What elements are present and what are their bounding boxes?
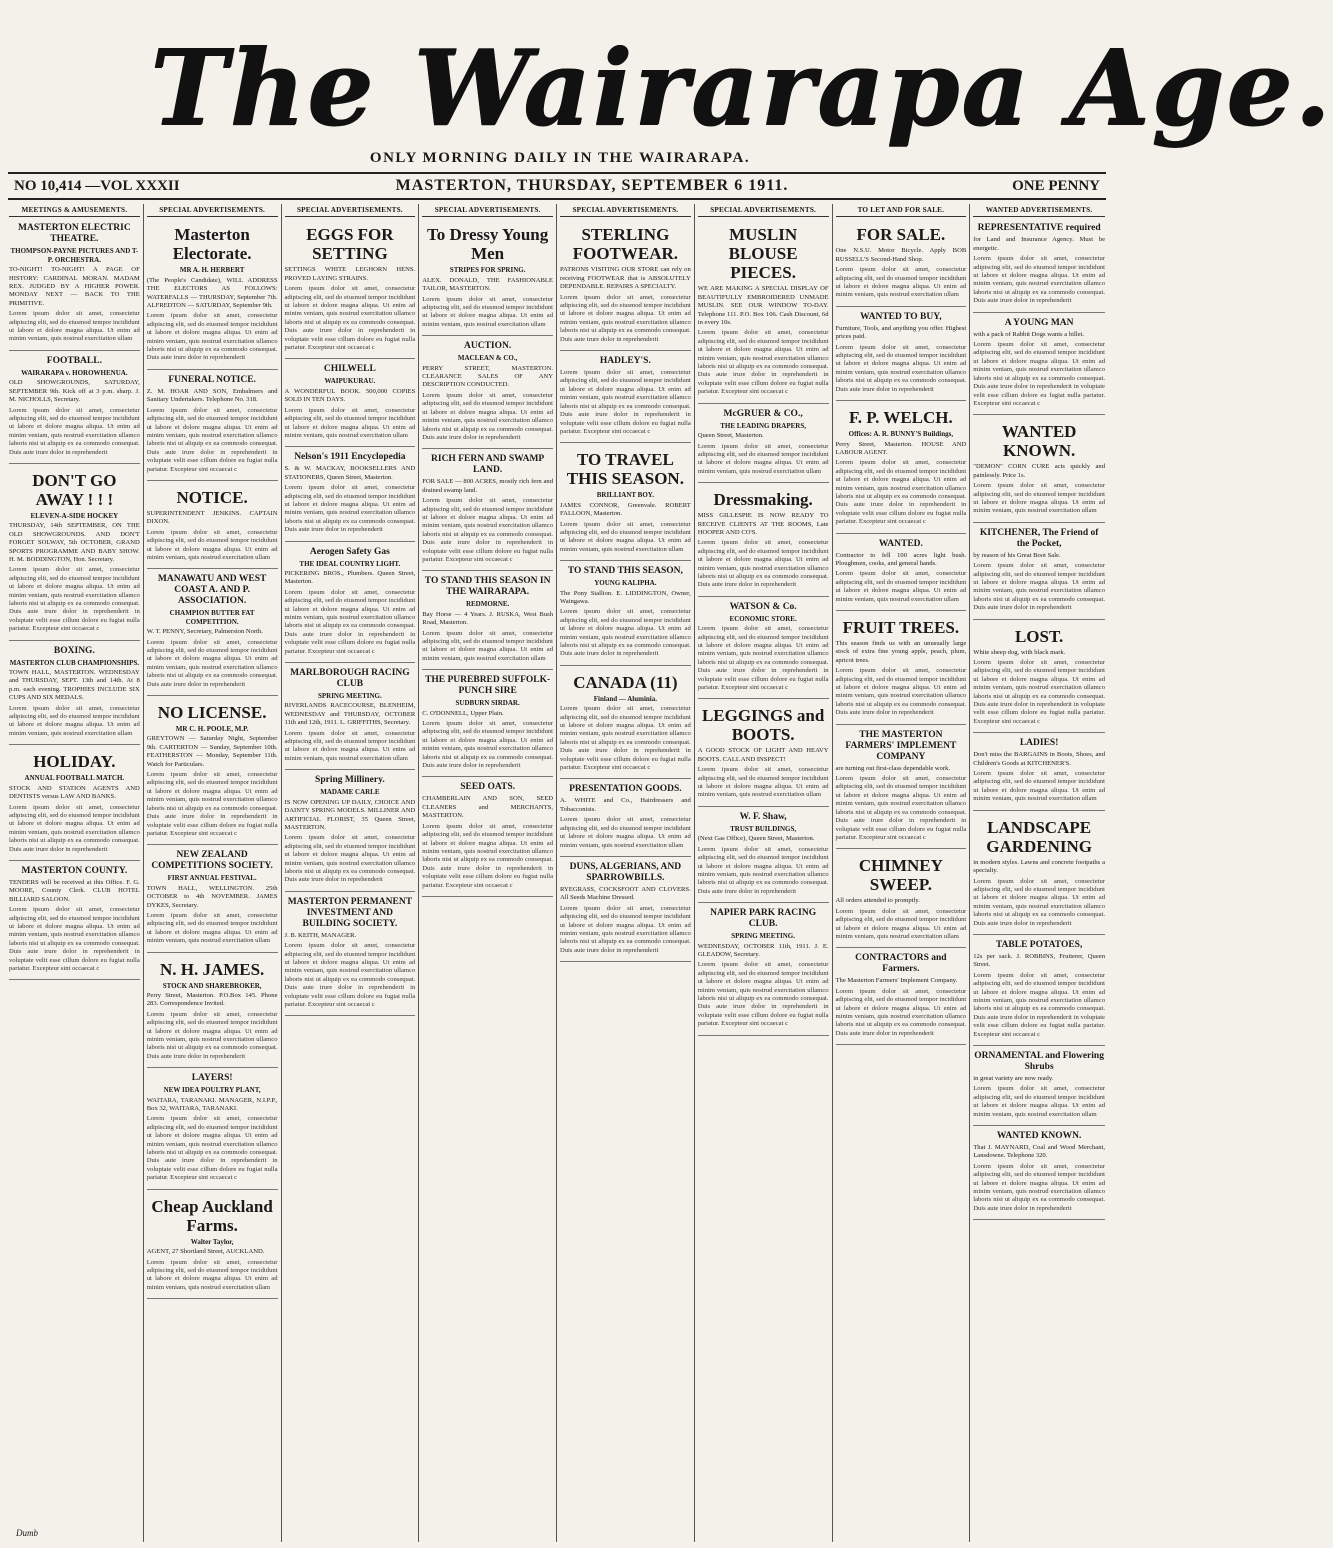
place-date: MASTERTON, THURSDAY, SEPTEMBER 6 1911. [395,177,789,194]
ad-subheading: ELEVEN-A-SIDE HOCKEY [30,511,119,520]
advertisement [285,449,416,541]
ad-headline: STERLING FOOTWEAR. [572,225,679,264]
advertisement [560,668,691,780]
advertisement [560,353,691,443]
advertisement [973,622,1105,734]
ad-body-text: Lorem ipsum dolor sit amet, consectetur adipiscing elit, sed do eiusmod tempor incididunt ut labore et dolore magna aliqua. Ut enim ad minim veniam, quis nostrud exercitation ullamco laboris nisi ut aliquip ex ea commodo consequat. Duis aute irure dolor in reprehenderit [697,539,829,589]
ad-subheading: MR A. H. HERBERT [179,266,245,275]
ad-body-text: Lorem ipsum dolor sit amet, consectetur adipiscing elit, sed do eiusmod tempor incididunt ut labore et dolore magna aliqua. Ut enim ad minim veniam, quis nostrud exercitation ullamco laboris nisi ut aliquip ex ea commodo consequat. Duis aute irure dolor in reprehenderit [560,904,691,954]
ad-headline: BOXING. [53,645,95,656]
ad-headline: MASTERTON ELECTRIC THEATRE. [18,223,131,245]
ad-headline: NOTICE. [176,487,248,507]
ad-body: ALEX. DONALD, THE FASHIONABLE TAILOR, MASTERTON. [422,276,553,293]
ad-subheading: STRIPES FOR SPRING. [449,266,526,275]
advertisement [147,847,278,952]
advertisement [422,573,553,670]
ad-body-text: Lorem ipsum dolor sit amet, consectetur adipiscing elit, sed do eiusmod tempor incididunt ut labore et dolore magna aliqua. Ut enim ad minim veniam, quis nostrud exercitation ullamco laboris nisi ut aliquip ex ea commodo consequat. Duis aute irure dolor in reprehenderit in voluptate velit esse cillum dolore eu fugiat nulla pariatur. Excepteur sint occaecat c [560,369,691,435]
ad-body-text: Lorem ipsum dolor sit amet, consectetur adipiscing elit, sed do eiusmod tempor incididunt ut labore et dolore magna aliqua. Ut enim ad minim veniam, quis nostrud exercitation ullam [146,911,278,945]
masthead-tagline: ONLY MORNING DAILY IN THE WAIRARAPA. [369,150,751,166]
ad-body: SUPERINTENDENT JENKINS. CAPTAIN DIXON. [146,509,278,526]
ad-body-text: Lorem ipsum dolor sit amet, consectetur adipiscing elit, sed do eiusmod tempor incididunt ut labore et dolore magna aliqua. Ut enim ad minim veniam, quis nostrud exercitation ullamco laboris nisi ut aliquip ex ea commodo consequat. Duis aute irure dolor in reprehenderit [560,608,691,658]
ad-body-text: Lorem ipsum dolor sit amet, consectetur adipiscing elit, sed do eiusmod tempor incididunt ut labore et dolore magna aliqua. Ut enim ad minim veniam, quis nostrud exercitation ullam [9,704,140,737]
ad-headline: LAYERS! [191,1073,233,1084]
ad-body: for Land and Insurance Agency. Must be energetic. [973,236,1105,252]
ad-body-text: Lorem ipsum dolor sit amet, consectetur adipiscing elit, sed do eiusmod tempor incididunt ut labore et dolore magna aliqua. Ut enim ad minim veniam, quis nostrud exercitation ullamco laboris nisi ut aliquip ex ea commodo consequat. Duis aute irure dolor in reprehenderit in voluptate velit esse cillum dolore eu fugiat nulla pariatur. Excepteur sint occaecat c [697,961,829,1028]
ad-headline: Masterton Electorate. [172,225,252,264]
ad-headline: TO TRAVEL THIS SEASON. [566,450,684,489]
ad-headline: N. H. JAMES. [159,959,265,979]
price: ONE PENNY [1012,177,1100,194]
ad-body-text: Lorem ipsum dolor sit amet, consectetur adipiscing elit, sed do eiusmod tempor incididunt ut labore et dolore magna aliqua. Ut enim ad minim veniam, quis nostrud exercitation ullamco laboris nisi ut aliquip ex ea commodo consequat. Duis aute irure dolor in reprehenderit [284,834,416,884]
advertisement [147,1070,278,1189]
ad-body: JAMES CONNOR, Greenvale. ROBERT FALLOON, Masterton. [560,501,691,518]
column-8 [970,204,1108,1542]
ad-body-text: Lorem ipsum dolor sit amet, consectetur adipiscing elit, sed do eiusmod tempor incididunt ut labore et dolore magna aliqua. Ut enim ad minim veniam, quis nostrud exercitation ullamco laboris nisi ut aliquip ex ea commodo consequat. Duis aute irure dolor in reprehenderit in voluptate velit esse cillum dolore eu fugiat nulla pariatur. Excepteur sint occaecat c [835,459,967,526]
ad-body-text: Lorem ipsum dolor sit amet, consectetur adipiscing elit, sed do eiusmod tempor incididunt ut labore et dolore magna aliqua. Ut enim ad minim veniam, quis nostrud exercitation ullam [973,770,1105,803]
ad-headline: HADLEY'S. [599,356,651,367]
ad-body: TOWN HALL, WELLINGTON. 25th OCTOBER to 4th NOVEMBER. JAMES DYKES, Secretary. [146,884,278,909]
ad-body: That J. MAYNARD, Coal and Wood Merchant, Lansdowne. Telephone 320. [973,1144,1105,1160]
advertisement [285,665,416,770]
ad-body: by reason of his Great Boot Sale. [973,551,1061,559]
issue-number: NO 10,414 —VOL XXXII [14,177,180,194]
ad-body: PERRY STREET, MASTERTON. CLEARANCE SALES OF ANY DESCRIPTION CONDUCTED. [422,364,553,389]
ad-body: WAITARA, TARANAKI. MANAGER, N.I.P.P., Box 32, WAITARA, TARANAKI. [146,1096,278,1113]
ad-headline: SEED OATS. [460,782,515,793]
column-2 [144,204,282,1542]
ad-body-text: Lorem ipsum dolor sit amet, consectetur adipiscing elit, sed do eiusmod tempor incididunt ut labore et dolore magna aliqua. Ut enim ad minim veniam, quis nostrud exercitation ullamco laboris nisi ut aliquip ex ea commodo consequat. Duis aute irure dolor in reprehenderit [973,562,1105,612]
column-heading: SPECIAL ADVERTISEMENTS. [147,204,278,217]
advertisement [836,727,967,850]
ad-body: White sheep dog, with black mark. [973,648,1066,656]
ad-headline: CONTRACTORS and Farmers. [855,953,947,975]
ad-body-text: Lorem ipsum dolor sit amet, consectetur adipiscing elit, sed do eiusmod tempor incididunt ut labore et dolore magna aliqua. Ut enim ad minim veniam, quis nostrud exercitation ullamco laboris nisi ut aliquip ex ea commodo consequat. Duis aute irure dolor in reprehenderit in voluptate velit esse cillum dolore eu fugiat nulla pariatur. Excepteur sint occaecat c [422,497,553,563]
ad-subheading: ECONOMIC STORE. [729,614,797,623]
ad-body-text: Lorem ipsum dolor sit amet, consectetur adipiscing elit, sed do eiusmod tempor incididunt ut labore et dolore magna aliqua. Ut enim ad minim veniam, quis nostrud exercitation ullamco laboris nisi ut aliquip ex ea commodo consequat. Duis aute irure dolor in reprehenderit in voluptate velit esse cillum dolore eu fugiat nulla pariatur. Excepteur sint occaecat c [284,942,416,1008]
ad-body: RIVERLANDS RACECOURSE, BLENHEIM, WEDNESDAY and THURSDAY, OCTOBER 11th and 12th, 1911. L. GRIFFITHS, Secretary. [284,702,416,727]
footer-mark: Dumb [16,1528,38,1538]
ad-body-text: Lorem ipsum dolor sit amet, consectetur adipiscing elit, sed do eiusmod tempor incididunt ut labore et dolore magna aliqua. Ut enim ad minim veniam, quis nostrud exercitation ullam [697,766,829,799]
advertisement [973,220,1105,312]
ad-body: Perry Street, Masterton. HOUSE AND LABOUR AGENT. [835,440,967,456]
ad-headline: Dressmaking. [713,490,813,510]
advertisement [9,747,140,861]
ad-body: "DEMON" CORN CURE acts quickly and painlessly. Price 1s. [973,463,1105,479]
ad-subheading: NEW IDEA POULTRY PLANT, [163,1086,261,1095]
ad-body-text: Lorem ipsum dolor sit amet, consectetur adipiscing elit, sed do eiusmod tempor incididunt ut labore et dolore magna aliqua. Ut enim ad minim veniam, quis nostrud exercitation ullamco laboris nisi ut aliquip ex ea commodo consequat. Duis aute irure dolor in reprehenderit [9,803,140,853]
ad-headline: F. P. WELCH. [848,408,953,428]
ad-headline: CHILWELL [323,364,376,375]
advertisement [9,353,140,464]
ad-body-text: Lorem ipsum dolor sit amet, consectetur adipiscing elit, sed do eiusmod tempor incididunt ut labore et dolore magna aliqua. Ut enim ad minim veniam, quis nostrud exercitation ullam [146,528,278,561]
ad-headline: MARLBOROUGH RACING CLUB [290,668,410,690]
ad-subheading: WAIPUKURAU. [324,377,376,386]
advertisement [147,1192,278,1299]
ad-body: in modern styles. Lawns and concrete footpaths a specialty. [973,858,1105,875]
ad-headline: WANTED KNOWN. [996,1131,1082,1142]
ad-body-text: Lorem ipsum dolor sit amet, consectetur adipiscing elit, sed do eiusmod tempor incididunt ut labore et dolore magna aliqua. Ut enim ad minim veniam, quis nostrud exercitation ullamco laboris nisi ut aliquip ex ea commodo consequat. Duis aute irure dolor in reprehenderit in voluptate velit esse cillum dolore eu fugiat nulla pariatur. Excepteur sint occaecat c [146,406,278,473]
column-heading: TO LET AND FOR SALE. [836,204,967,217]
ad-body: Don't miss the BARGAINS in Boots, Shoes, and Children's Goods at KITCHENER'S. [973,751,1105,767]
ad-body-text: Lorem ipsum dolor sit amet, consectetur adipiscing elit, sed do eiusmod tempor incididunt ut labore et dolore magna aliqua. Ut enim ad minim veniam, quis nostrud exercitation ullamco laboris nisi ut aliquip ex ea commodo consequat. Duis aute irure dolor in reprehenderit [835,987,967,1037]
advertisement [698,905,829,1035]
ad-headline: To Dressy Young Men [427,225,549,264]
ad-body-text: Lorem ipsum dolor sit amet, consectetur adipiscing elit, sed do eiusmod tempor incididunt ut labore et dolore magna aliqua. Ut enim ad minim veniam, quis nostrud exercitation ullamco laboris nisi ut aliquip ex ea commodo consequat. Duis aute irure dolor in reprehenderit in voluptate velit esse cillum dolore eu fugiat nulla pariatur. Excepteur sint occaecat c [697,625,829,692]
ad-headline: PRESENTATION GOODS. [569,784,682,795]
ad-body-text: Lorem ipsum dolor sit amet, consectetur adipiscing elit, sed do eiusmod tempor incididunt ut labore et dolore magna aliqua. Ut enim ad minim veniam, quis nostrud exercitation ullamco laboris nisi ut aliquip ex ea commodo consequat. Duis aute irure dolor in reprehenderit in voluptate velit esse cillum dolore eu fugiat nulla pariatur. Excepteur sint occaecat c [9,906,140,972]
advertisement [147,698,278,845]
ad-body: A WONDERFUL BOOK. 500,000 COPIES SOLD IN TEN DAYS. [284,387,416,404]
ad-headline: TO STAND THIS SEASON, [567,566,683,577]
ad-body: are turning out first-class dependable work. [835,764,951,772]
ad-body-text: Lorem ipsum dolor sit amet, consectetur adipiscing elit, sed do eiusmod tempor incididunt ut labore et dolore magna aliqua. Ut enim ad minim veniam, quis nostrud exercitation ullamco laboris nisi ut aliquip ex ea commodo consequat. Duis aute irure dolor in reprehenderit in voluptate velit esse cillum dolore eu fugiat nulla pariatur. Excepteur sint occaecat c [973,659,1105,725]
advertisement [422,220,553,336]
ad-body-text: Lorem ipsum dolor sit amet, consectetur adipiscing elit, sed do eiusmod tempor incididunt ut labore et dolore magna aliqua. Ut enim ad minim veniam, quis nostrud exercitation ullam [697,442,829,475]
ad-body: One N.S.U. Motor Bicycle. Apply BOB RUSSELL'S Second-Hand Shop. [835,247,967,263]
advertisement [560,781,691,856]
advertisement [973,1128,1105,1220]
ad-body: WE ARE MAKING A SPECIAL DISPLAY OF BEAUTIFULLY EMBROIDERED UNMADE MUSLIN. SEE OUR WINDOW TO-DAY. Telephone 111. P.O. Box 106. Cash Discount, 6d in every 10s. [697,285,829,327]
advertisement [147,483,278,569]
advertisement [698,220,829,403]
ad-body-text: Lorem ipsum dolor sit amet, consectetur adipiscing elit, sed do eiusmod tempor incididunt ut labore et dolore magna aliqua. Ut enim ad minim veniam, quis nostrud exercitation ullamco laboris nisi ut aliquip ex ea commodo consequat. Duis aute irure dolor in reprehenderit [146,312,278,362]
advertisement [285,894,416,1017]
advertisement [836,536,967,611]
ad-headline: CHIMNEY SWEEP. [858,856,943,895]
ad-headline: WANTED TO BUY, [860,311,942,322]
ad-headline: A YOUNG MAN [1004,317,1074,328]
advertisement [147,220,278,369]
ad-headline: REPRESENTATIVE required [977,223,1101,234]
ad-headline: DUNS, ALGERIANS, AND SPARROWBILLS. [569,861,682,883]
ad-subheading: SPRING MEETING. [317,692,382,701]
ad-body-text: Lorem ipsum dolor sit amet, consectetur adipiscing elit, sed do eiusmod tempor incididunt ut labore et dolore magna aliqua. Ut enim ad minim veniam, quis nostrud exercitation ullamco laboris nisi ut aliquip ex ea commodo consequat. Duis aute irure dolor in reprehenderit [146,1010,278,1060]
ad-body-text: Lorem ipsum dolor sit amet, consectetur adipiscing elit, sed do eiusmod tempor incididunt ut labore et dolore magna aliqua. Ut enim ad minim veniam, quis nostrud exercitation ullamco laboris nisi ut aliquip ex ea commodo consequat. Duis aute irure dolor in reprehenderit [560,293,691,343]
ad-headline: WANTED. [878,538,923,549]
advertisement [9,863,140,980]
advertisement [285,544,416,663]
ad-subheading: FIRST ANNUAL FESTIVAL. [167,874,257,883]
advertisement [560,563,691,666]
columns-area [6,204,1108,1542]
ad-body-text: Lorem ipsum dolor sit amet, consectetur adipiscing elit, sed do eiusmod tempor incididunt ut labore et dolore magna aliqua. Ut enim ad minim veniam, quis nostrud exercitation ullamco laboris nisi ut aliquip ex ea commodo consequat. Duis aute irure dolor in reprehenderit in voluptate velit esse cillum dolore eu fugiat nulla pariatur. Excepteur sint occaecat c [422,822,553,889]
ad-body: This season finds us with an unusually large stock of extra fine young apple, peach, plum, apricot trees. [835,640,967,664]
ad-headline: MASTERTON PERMANENT INVESTMENT AND BUILDING SOCIETY. [287,896,413,929]
ad-body: Bay Horse — 4 Years. J. RUSKA, West Bush Road, Masterton. [422,610,553,627]
advertisement [973,1048,1105,1126]
ad-body-text: Lorem ipsum dolor sit amet, consectetur adipiscing elit, sed do eiusmod tempor incididunt ut labore et dolore magna aliqua. Ut enim ad minim veniam, quis nostrud exercitation ullam [9,310,140,343]
ad-headline: EGGS FOR SETTING [306,225,394,264]
ad-body-text: Lorem ipsum dolor sit amet, consectetur adipiscing elit, sed do eiusmod tempor incididunt ut labore et dolore magna aliqua. Ut enim ad minim veniam, quis nostrud exercitation ullam [973,482,1105,515]
ad-body-text: Lorem ipsum dolor sit amet, consectetur adipiscing elit, sed do eiusmod tempor incididunt ut labore et dolore magna aliqua. Ut enim ad minim veniam, quis nostrud exercitation ullam [422,295,553,328]
ad-subheading: TRUST BUILDINGS, [730,824,797,833]
advertisement [9,643,140,746]
column-heading: MEETINGS & AMUSEMENTS. [9,204,140,217]
ad-body: WEDNESDAY, OCTOBER 11th, 1911. J. E. GLEADOW, Secretary. [697,942,829,958]
ad-body-text: Lorem ipsum dolor sit amet, consectetur adipiscing elit, sed do eiusmod tempor incididunt ut labore et dolore magna aliqua. Ut enim ad minim veniam, quis nostrud exercitation ullam [284,729,416,762]
advertisement [285,220,416,359]
column-6 [695,204,833,1542]
ad-body-text: Lorem ipsum dolor sit amet, consectetur adipiscing elit, sed do eiusmod tempor incididunt ut labore et dolore magna aliqua. Ut enim ad minim veniam, quis nostrud exercitation ullam [146,1258,278,1291]
ad-subheading: BRILLIANT BOY. [596,491,654,500]
ad-body: C. O'DONNELL, Upper Plain. [422,709,504,717]
ad-body: THURSDAY, 14th SEPTEMBER, ON THE OLD SHOWGROUNDS. AND DON'T FORGET SOLWAY, 5th OCTOBER, GRAND SPORTS PROGRAMME AND BABY SHOW. H. M. BODDINGTON, Hon. Secretary. [9,522,140,563]
advertisement [973,417,1105,522]
ad-body: Furniture, Tools, and anything you offer. Highest prices paid. [835,324,967,341]
ad-body-text: Lorem ipsum dolor sit amet, consectetur adipiscing elit, sed do eiusmod tempor incididunt ut labore et dolore magna aliqua. Ut enim ad minim veniam, quis nostrud exercitation ullamco laboris nisi ut aliquip ex ea commodo consequat. Duis aute irure dolor in reprehenderit in voluptate velit esse cillum dolore eu fugiat nulla pariatur. Excepteur sint occaecat c [9,566,140,633]
ad-body: CHAMBERLAIN AND SON, SEED CLEANERS and MERCHANTS, MASTERTON. [422,795,553,820]
advertisement [698,406,829,483]
ad-subheading: MACLEAN & CO., [457,354,518,363]
column-3 [282,204,420,1542]
ad-subheading: THE LEADING DRAPERS, [720,421,806,430]
advertisement [698,701,829,806]
ad-subheading: ANNUAL FOOTBALL MATCH. [24,774,125,783]
ad-body: PATRONS VISITING OUR STORE can rely on receiving FOOTWEAR that is ABSOLUTELY DEPENDABLE. REPAIRS A SPECIALTY. [560,266,691,291]
ad-headline: MASTERTON COUNTY. [21,865,128,876]
advertisement [560,859,691,962]
advertisement [422,672,553,777]
advertisement [836,851,967,948]
advertisement [698,485,829,597]
ad-body-text: Lorem ipsum dolor sit amet, consectetur adipiscing elit, sed do eiusmod tempor incididunt ut labore et dolore magna aliqua. Ut enim ad minim veniam, quis nostrud exercitation ullam [973,1085,1105,1118]
ad-headline: THE PUREBRED SUFFOLK-PUNCH SIRE [425,675,551,697]
ad-body-text: Lorem ipsum dolor sit amet, consectetur adipiscing elit, sed do eiusmod tempor incididunt ut labore et dolore magna aliqua. Ut enim ad minim veniam, quis nostrud exercitation ullam [560,520,691,553]
column-heading: SPECIAL ADVERTISEMENTS. [422,204,553,217]
ad-headline: CANADA (11) [573,672,678,692]
ad-body-text: Lorem ipsum dolor sit amet, consectetur adipiscing elit, sed do eiusmod tempor incididunt ut labore et dolore magna aliqua. Ut enim ad minim veniam, quis nostrud exercitation ullam [835,266,967,299]
ad-subheading: MR C. H. POOLE, M.P. [175,725,249,734]
advertisement [973,937,1105,1046]
ad-body-text: Lorem ipsum dolor sit amet, consectetur adipiscing elit, sed do eiusmod tempor incididunt ut labore et dolore magna aliqua. Ut enim ad minim veniam, quis nostrud exercitation ullamco laboris nisi ut aliquip ex ea commodo consequat. Duis aute irure dolor in reprehenderit [973,255,1105,305]
advertisement [698,599,829,700]
advertisement [560,220,691,351]
advertisement [560,445,691,561]
ad-subheading: CHAMPION BUTTER FAT COMPETITION. [169,609,255,626]
advertisement [836,950,967,1045]
ad-headline: Aerogen Safety Gas [309,546,390,557]
ad-body: Z. M. HOAR AND SON, Embalmers and Sanitary Undertakers. Telephone No. 318. [146,387,278,404]
ad-headline: NAPIER PARK RACING CLUB. [710,908,817,930]
ad-body-text: Lorem ipsum dolor sit amet, consectetur adipiscing elit, sed do eiusmod tempor incididunt ut labore et dolore magna aliqua. Ut enim ad minim veniam, quis nostrud exercitation ullamco laboris nisi ut aliquip ex ea commodo consequat. Duis aute irure dolor in reprehenderit in voluptate velit esse cillum dolore eu fugiat nulla pariatur. Excepteur sint occaecat c [146,1115,278,1182]
ad-headline: Spring Millinery. [315,775,385,786]
advertisement [285,361,416,447]
ad-body-text: Lorem ipsum dolor sit amet, consectetur adipiscing elit, sed do eiusmod tempor incididunt ut labore et dolore magna aliqua. Ut enim ad minim veniam, quis nostrud exercitation ullamco laboris nisi ut aliquip ex ea commodo consequat. Duis aute irure dolor in reprehenderit in voluptate velit esse cillum dolore eu fugiat nulla pariatur. Excepteur sint occaecat c [973,341,1105,407]
ad-body-text: Lorem ipsum dolor sit amet, consectetur adipiscing elit, sed do eiusmod tempor incididunt ut labore et dolore magna aliqua. Ut enim ad minim veniam, quis nostrud exercitation ullamco laboris nisi ut aliquip ex ea commodo consequat. Duis aute irure dolor in reprehenderit in voluptate velit esse cillum dolore eu fugiat nulla pariatur. Excepteur sint occaecat c [560,705,691,772]
ad-body-text: Lorem ipsum dolor sit amet, consectetur adipiscing elit, sed do eiusmod tempor incididunt ut labore et dolore magna aliqua. Ut enim ad minim veniam, quis nostrud exercitation ullamco laboris nisi ut aliquip ex ea commodo consequat. Duis aute irure dolor in reprehenderit [422,720,553,770]
ad-body: 12s per sack. J. ROBBINS, Fruiterer, Queen Street. [973,952,1105,969]
ad-body: TOWN HALL, MASTERTON. WEDNESDAY and THURSDAY, SEPT. 13th and 14th. At 8 p.m. each evening. TROPHIES INCLUDE SIX CUPS AND SIX MEDALS. [9,669,140,702]
advertisement [147,372,278,481]
ad-headline: WANTED KNOWN. [1001,422,1077,461]
column-heading: SPECIAL ADVERTISEMENTS. [698,204,829,217]
advertisement [422,451,553,571]
ad-body: GREYTOWN — Saturday Night, September 9th. CARTERTON — Sunday, September 10th. FEATHERSTON — Monday, September 11th. Watch for Particulars. [146,735,278,768]
ad-body: in great variety are now ready. [973,1075,1054,1082]
ad-subheading: SPRING MEETING. [731,932,796,941]
ad-subheading: MADAME CARLE [320,788,380,797]
ad-headline: ORNAMENTAL and Flowering Shrubs [974,1051,1104,1072]
ad-subheading: REDMORNE. [465,600,510,609]
ad-body-text: Lorem ipsum dolor sit amet, consectetur adipiscing elit, sed do eiusmod tempor incididunt ut labore et dolore magna aliqua. Ut enim ad minim veniam, quis nostrud exercitation ullamco laboris nisi ut aliquip ex ea commodo consequat. Duis aute irure dolor in reprehenderit [973,1162,1105,1212]
ad-body-text: Lorem ipsum dolor sit amet, consectetur adipiscing elit, sed do eiusmod tempor incididunt ut labore et dolore magna aliqua. Ut enim ad minim veniam, quis nostrud exercitation ullamco laboris nisi ut aliquip ex ea commodo consequat. Duis aute irure dolor in reprehenderit in voluptate velit esse cillum dolore eu fugiat nulla pariatur. Excepteur sint occaecat c [835,775,967,841]
ad-body-text: Lorem ipsum dolor sit amet, consectetur adipiscing elit, sed do eiusmod tempor incididunt ut labore et dolore magna aliqua. Ut enim ad minim veniam, quis nostrud exercitation ullamco laboris nisi ut aliquip ex ea commodo consequat. Duis aute irure dolor in reprehenderit [835,343,967,393]
ad-body-text: Lorem ipsum dolor sit amet, consectetur adipiscing elit, sed do eiusmod tempor incididunt ut labore et dolore magna aliqua. Ut enim ad minim veniam, quis nostrud exercitation ullam [422,629,553,662]
ad-headline: HOLIDAY. [33,752,116,772]
ad-body: A. WHITE and Co., Hairdressers and Tobacconists. [560,797,691,813]
column-heading: SPECIAL ADVERTISEMENTS. [285,204,416,217]
advertisement [836,309,967,401]
ad-headline: THE MASTERTON FARMERS' IMPLEMENT COMPANY [845,729,957,762]
ad-body-text: Lorem ipsum dolor sit amet, consectetur adipiscing elit, sed do eiusmod tempor incididunt ut labore et dolore magna aliqua. Ut enim ad minim veniam, quis nostrud exercitation ullam [284,406,416,439]
ad-headline: Cheap Auckland Farms. [151,1196,273,1235]
column-heading: WANTED ADVERTISEMENTS. [973,204,1105,217]
ad-headline: LOST. [1014,626,1064,646]
ad-body-text: Lorem ipsum dolor sit amet, consectetur adipiscing elit, sed do eiusmod tempor incididunt ut labore et dolore magna aliqua. Ut enim ad minim veniam, quis nostrud exercitation ullamco laboris nisi ut aliquip ex ea commodo consequat. Duis aute irure dolor in reprehenderit [9,406,140,456]
advertisement [973,813,1105,935]
ad-body-text: Lorem ipsum dolor sit amet, consectetur adipiscing elit, sed do eiusmod tempor incididunt ut labore et dolore magna aliqua. Ut enim ad minim veniam, quis nostrud exercitation ullam [835,570,967,603]
ad-body-text: Lorem ipsum dolor sit amet, consectetur adipiscing elit, sed do eiusmod tempor incididunt ut labore et dolore magna aliqua. Ut enim ad minim veniam, quis nostrud exercitation ullamco laboris nisi ut aliquip ex ea commodo consequat. Duis aute irure dolor in reprehenderit in voluptate velit esse cillum dolore eu fugiat nulla pariatur. Excepteur sint occaecat c [973,971,1105,1038]
ad-subheading: WAIRARAPA v. HOROWHENUA. [21,368,128,377]
ad-body-text: Lorem ipsum dolor sit amet, consectetur adipiscing elit, sed do eiusmod tempor incididunt ut labore et dolore magna aliqua. Ut enim ad minim veniam, quis nostrud exercitation ullamco laboris nisi ut aliquip ex ea commodo consequat. Duis aute irure dolor in reprehenderit in voluptate velit esse cillum dolore eu fugiat nulla pariatur. Excepteur sint occaecat c [146,771,278,837]
advertisement [836,220,967,306]
ad-headline: FOOTBALL. [46,355,102,366]
ad-body: STOCK AND STATION AGENTS AND DENTISTS versus LAW AND BANKS. [9,784,140,801]
ad-headline: LANDSCAPE GARDENING [986,817,1093,856]
ad-subheading: YOUNG KALIPHA. [594,579,657,588]
ad-headline: DON'T GO AWAY ! ! ! [32,470,117,509]
advertisement [9,466,140,641]
ad-body-text: Lorem ipsum dolor sit amet, consectetur adipiscing elit, sed do eiusmod tempor incididunt ut labore et dolore magna aliqua. Ut enim ad minim veniam, quis nostrud exercitation ullamco laboris nisi ut aliquip ex ea commodo consequat. Duis aute irure dolor in reprehenderit in voluptate velit esse cillum dolore eu fugiat nulla pariatur. Excepteur sint occaecat c [697,329,829,396]
ad-subheading: THOMPSON-PAYNE PICTURES AND T-P. ORCHESTRA. [10,247,139,264]
ad-body: J. B. KEITH, MANAGER. [284,931,357,939]
ad-headline: TABLE POTATOES, [995,939,1083,950]
ad-body: The Masterton Farmers' Implement Company. [835,977,958,985]
ad-headline: KITCHENER, The Friend of the Pocket, [979,527,1099,549]
ad-body: S. & W. MACKAY, BOOKSELLERS AND STATIONERS, Queen Street, Masterton. [284,465,416,481]
ad-body: RYEGRASS, COCKSFOOT AND CLOVERS. All Seeds Machine Dressed. [560,885,691,902]
ad-subheading: THE IDEAL COUNTRY LIGHT. [299,559,401,568]
advertisement [422,338,553,449]
column-5 [557,204,695,1542]
ad-body: Contractor to fell 100 acres light bush. Ploughmen, cooks, and general hands. [835,551,967,567]
ad-body: OLD SHOWGROUNDS, SATURDAY, SEPTEMBER 9th. Kick off at 3 p.m. sharp. J. M. NICHOLLS, Secretary. [9,379,140,404]
ad-subheading: Walter Taylor, [190,1237,234,1246]
ad-headline: FUNERAL NOTICE. [168,374,256,385]
column-1 [6,204,144,1542]
ad-headline: Nelson's 1911 Encyclopedia [294,452,406,463]
ad-headline: McGRUER & CO., [723,408,803,419]
ad-body: TENDERS will be received at this Office. F. G. MOORE, County Clerk. CLUB HOTEL BILLIARD SALOON. [9,878,140,903]
column-7 [833,204,971,1542]
ad-body: IS NOW OPENING UP DAILY, CHOICE AND DAINTY SPRING MODELS. MILLINER AND ARTIFICIAL FLORIST, 35 Queen Street, MASTERTON. [284,798,416,831]
ad-headline: WATSON & Co. [729,601,797,612]
advertisement [836,403,967,533]
ad-headline: RICH FERN AND SWAMP LAND. [431,454,545,476]
ad-headline: NEW ZEALAND COMPETITIONS SOCIETY. [151,850,273,872]
ad-headline: AUCTION. [464,341,512,352]
advertisement [9,220,140,350]
ad-body: W. T. PENNY, Secretary, Palmerston North. [146,628,263,636]
masthead-title: The Wairarapa Age. [150,26,1333,149]
ad-body: Perry Street, Masterton. P.O.Box 145. Phone 283. Correspondence Invited. [146,991,278,1008]
ad-headline: TO STAND THIS SEASON IN THE WAIRARAPA. [424,576,551,598]
ad-body-text: Lorem ipsum dolor sit amet, consectetur adipiscing elit, sed do eiusmod tempor incididunt ut labore et dolore magna aliqua. Ut enim ad minim veniam, quis nostrud exercitation ullam [560,816,691,849]
ad-subheading: STOCK AND SHAREBROKER, [162,981,262,990]
ad-subheading: Offices: A. R. BUNNY'S Buildings, [848,430,954,439]
ad-body: PICKERING BROS., Plumbers. Queen Street, Masterton. [284,569,416,586]
ad-headline: FOR SALE. [856,225,946,245]
ad-headline: MANAWATU AND WEST COAST A. AND P. ASSOCIATION. [157,574,267,607]
ad-body-text: Lorem ipsum dolor sit amet, consectetur adipiscing elit, sed do eiusmod tempor incididunt ut labore et dolore magna aliqua. Ut enim ad minim veniam, quis nostrud exercitation ullamco laboris nisi ut aliquip ex ea commodo consequat. Duis aute irure dolor in reprehenderit [284,484,416,534]
ad-body: The Pony Stallion. E. LIDDINGTON, Owner, Waingawa. [560,589,691,605]
ad-body: A GOOD STOCK OF LIGHT AND HEAVY BOOTS. CALL AND INSPECT! [697,747,829,763]
ad-body: FOR SALE — 800 ACRES, mostly rich fern and drained swamp land. [422,478,553,494]
ad-body: (The People's Candidate), WILL ADDRESS THE ELECTORS AS FOLLOWS: WATERFALLS — THURSDAY, September 7th. ALFREDTON — SATURDAY, September 9th. [146,276,278,310]
ad-subheading: MASTERTON CLUB CHAMPIONSHIPS. [9,658,140,667]
ad-body: (Next Gas Office), Queen Street, Masterton. [697,835,815,843]
ad-body: MISS GILLESPIE IS NOW READY TO RECEIVE CLIENTS AT THE ROOMS, Late HOOPER AND CO'S. [697,512,829,536]
ad-body: Queen Street, Masterton. [697,432,764,440]
ad-subheading: SUDBURN SIRDAR. [455,699,520,708]
ad-headline: LEGGINGS and BOOTS. [701,706,825,745]
advertisement [973,735,1105,810]
ad-headline: NO LICENSE. [157,703,267,723]
ad-body-text: Lorem ipsum dolor sit amet, consectetur adipiscing elit, sed do eiusmod tempor incididunt ut labore et dolore magna aliqua. Ut enim ad minim veniam, quis nostrud exercitation ullamco laboris nisi ut aliquip ex ea commodo consequat. Duis aute irure dolor in reprehenderit [973,877,1105,927]
ad-body: TO-NIGHT! TO-NIGHT! A PAGE OF HISTORY: CARDINAL MORAN. MADAM REX. JUDGED BY A HIGHER POWER. MONDAY NEXT — BACK TO THE PRIMITIVE. [9,266,140,307]
ad-body-text: Lorem ipsum dolor sit amet, consectetur adipiscing elit, sed do eiusmod tempor incididunt ut labore et dolore magna aliqua. Ut enim ad minim veniam, quis nostrud exercitation ullamco laboris nisi ut aliquip ex ea commodo consequat. Duis aute irure dolor in reprehenderit in voluptate velit esse cillum dolore eu fugiat nulla pariatur. Excepteur sint occaecat c [284,588,416,655]
advertisement [147,955,278,1069]
ad-body-text: Lorem ipsum dolor sit amet, consectetur adipiscing elit, sed do eiusmod tempor incididunt ut labore et dolore magna aliqua. Ut enim ad minim veniam, quis nostrud exercitation ullamco laboris nisi ut aliquip ex ea commodo consequat. Duis aute irure dolor in reprehenderit [835,667,967,717]
ad-headline: MUSLIN BLOUSE PIECES. [728,225,798,283]
advertisement [973,315,1105,416]
ad-body-text: Lorem ipsum dolor sit amet, consectetur adipiscing elit, sed do eiusmod tempor incididunt ut labore et dolore magna aliqua. Ut enim ad minim veniam, quis nostrud exercitation ullamco laboris nisi ut aliquip ex ea commodo consequat. Duis aute irure dolor in reprehenderit [146,638,278,688]
ad-subheading: Finland — Aluminia. [593,694,657,703]
advertisement [422,779,553,896]
ad-body-text: Lorem ipsum dolor sit amet, consectetur adipiscing elit, sed do eiusmod tempor incididunt ut labore et dolore magna aliqua. Ut enim ad minim veniam, quis nostrud exercitation ullamco laboris nisi ut aliquip ex ea commodo consequat. Duis aute irure dolor in reprehenderit [697,845,829,895]
ad-body-text: Lorem ipsum dolor sit amet, consectetur adipiscing elit, sed do eiusmod tempor incididunt ut labore et dolore magna aliqua. Ut enim ad minim veniam, quis nostrud exercitation ullam [835,907,967,940]
advertisement [973,525,1105,620]
ad-body: with a pack of Rabbit Dogs wants a billet. [973,330,1085,338]
column-4 [419,204,557,1542]
advertisement [698,809,829,903]
ad-body: SETTINGS WHITE LEGHORN HENS. PROVED LAYING STRAINS. [284,266,416,282]
ad-headline: LADIES! [1019,738,1059,749]
ad-headline: FRUIT TREES. [842,618,960,637]
ad-body-text: Lorem ipsum dolor sit amet, consectetur adipiscing elit, sed do eiusmod tempor incididunt ut labore et dolore magna aliqua. Ut enim ad minim veniam, quis nostrud exercitation ullamco laboris nisi ut aliquip ex ea commodo consequat. Duis aute irure dolor in reprehenderit [422,391,553,441]
ad-body: AGENT, 27 Shortland Street, AUCKLAND. [146,1248,265,1256]
ad-body-text: Lorem ipsum dolor sit amet, consectetur adipiscing elit, sed do eiusmod tempor incididunt ut labore et dolore magna aliqua. Ut enim ad minim veniam, quis nostrud exercitation ullamco laboris nisi ut aliquip ex ea commodo consequat. Duis aute irure dolor in reprehenderit in voluptate velit esse cillum dolore eu fugiat nulla pariatur. Excepteur sint occaecat c [284,285,416,352]
advertisement [147,571,278,696]
column-heading: SPECIAL ADVERTISEMENTS. [560,204,691,217]
ad-body: All orders attended to promptly. [835,897,920,905]
advertisement [836,613,967,725]
dateline-bar [8,172,1106,200]
advertisement [285,772,416,891]
ad-headline: W. F. Shaw, [739,811,787,822]
